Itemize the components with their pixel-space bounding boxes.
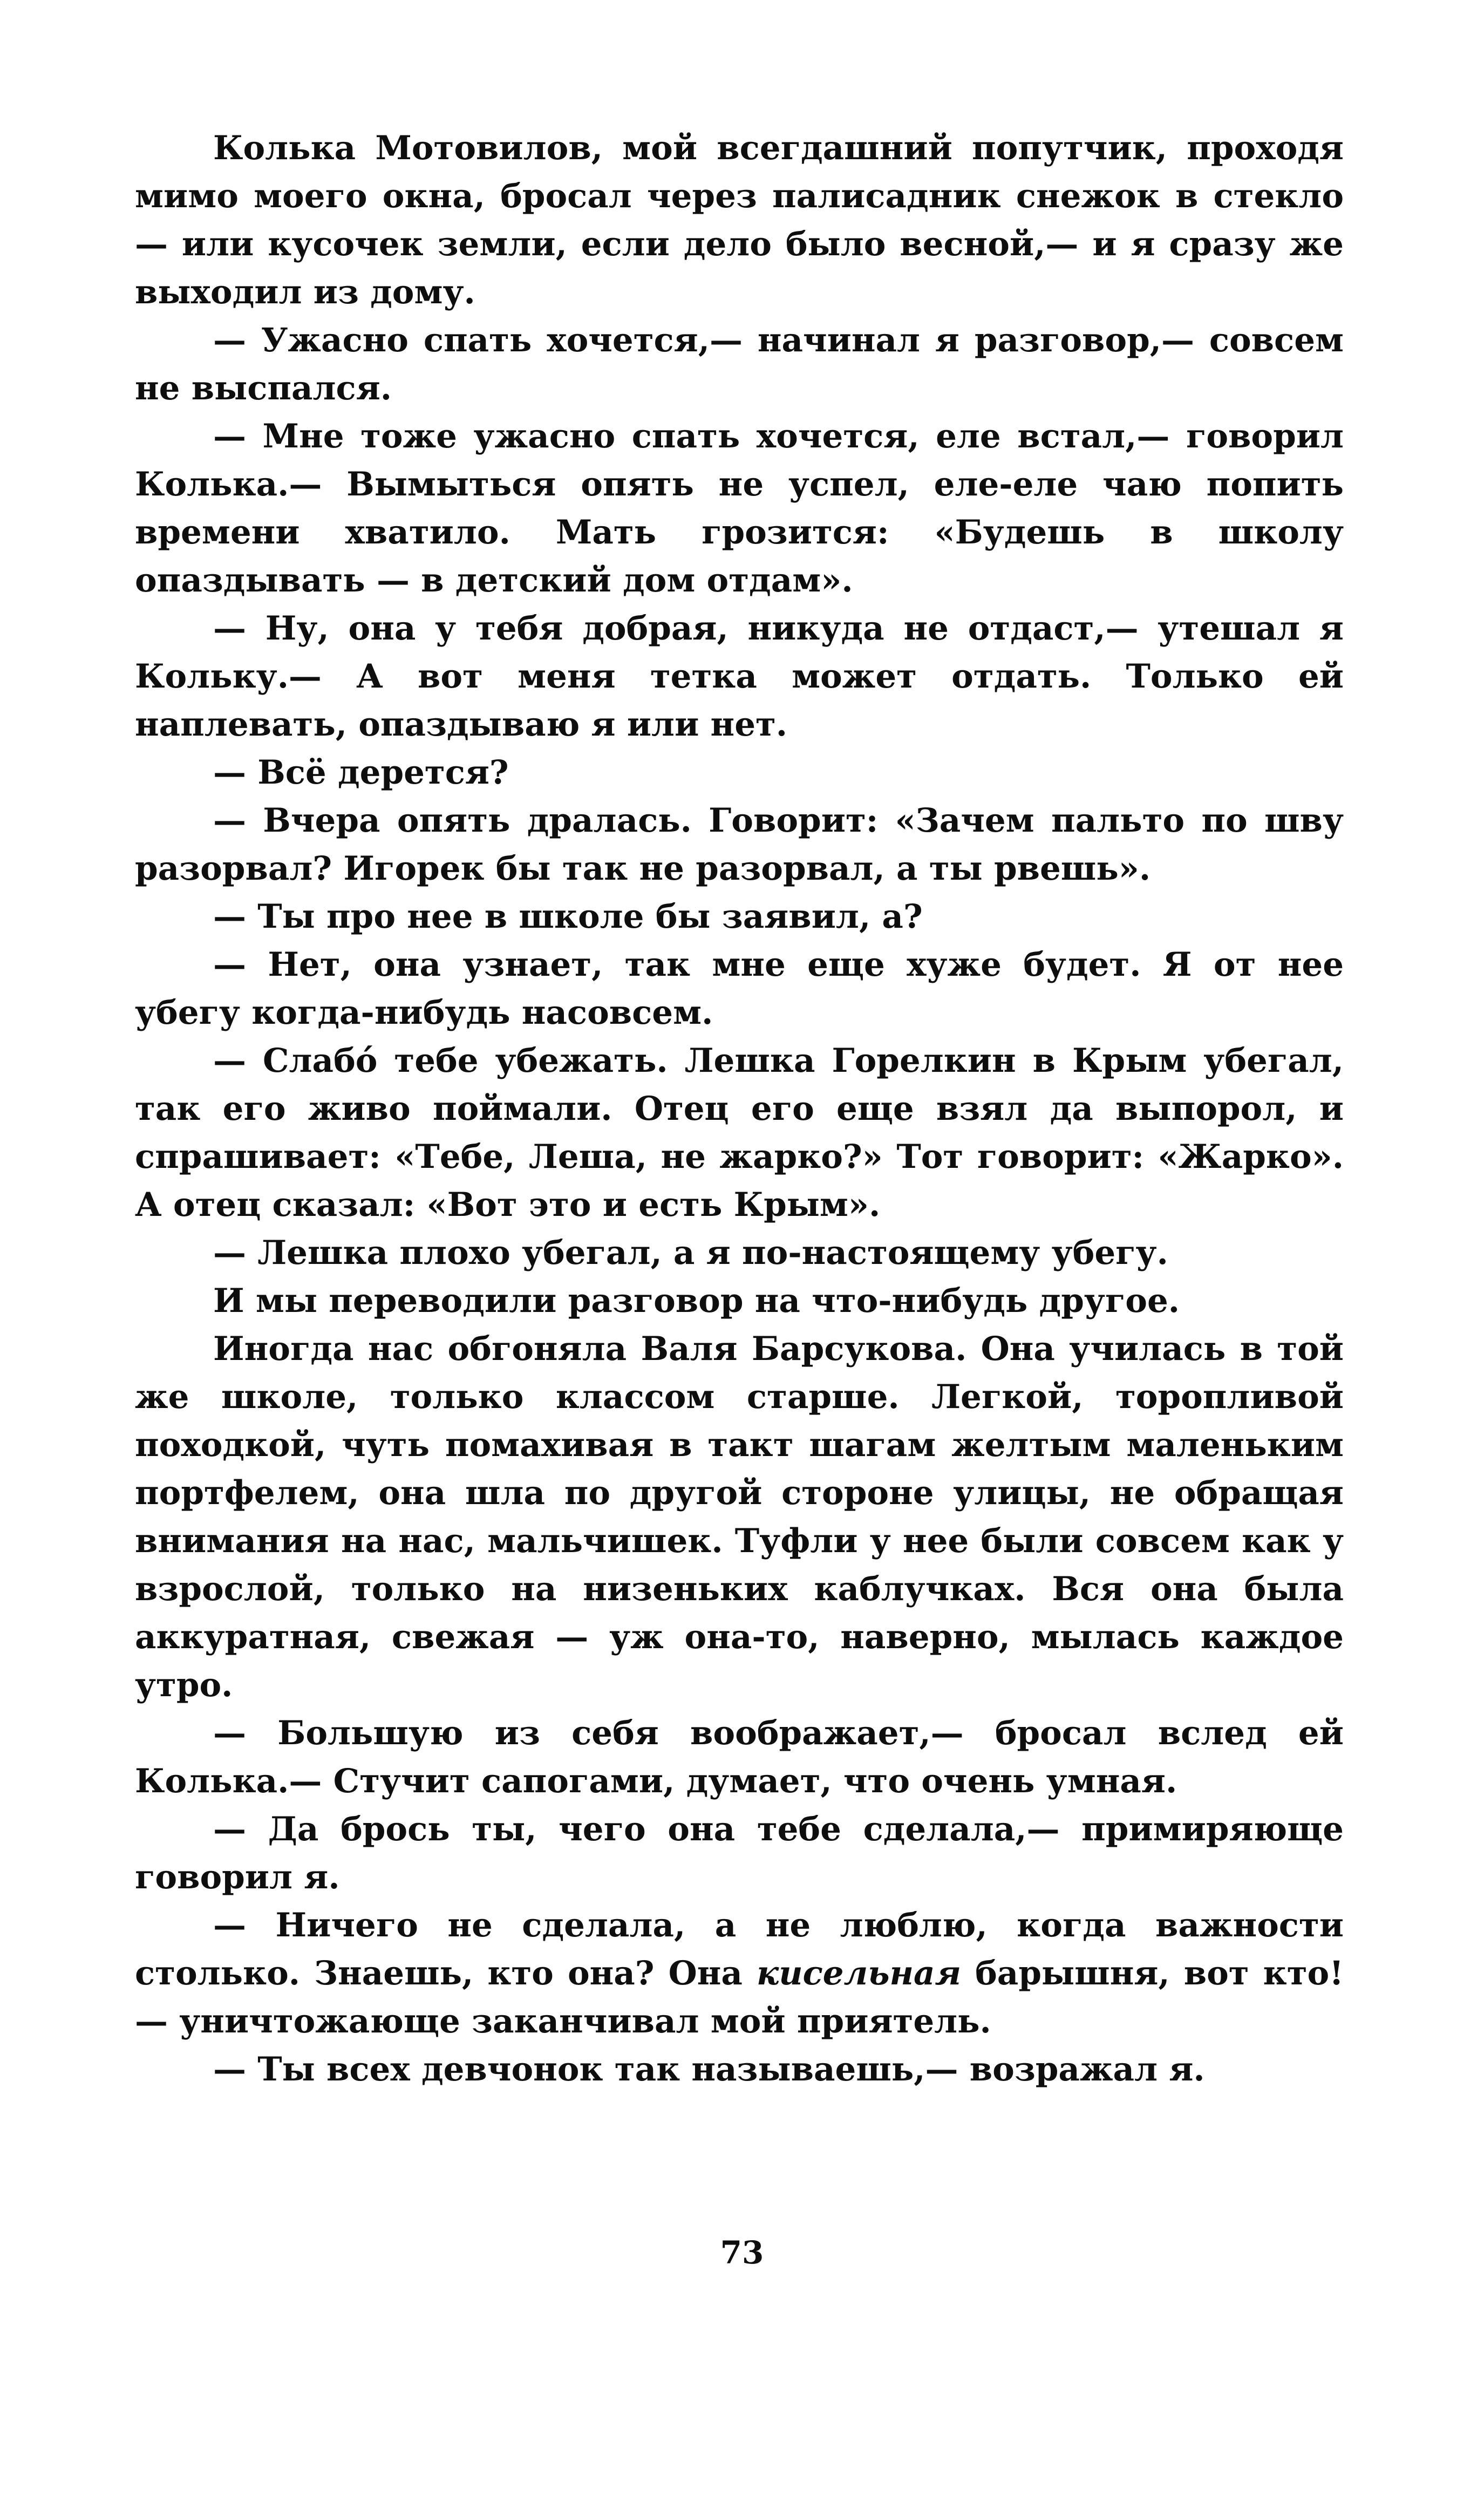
paragraph-11: И мы переводили разговор на что-нибудь другое. xyxy=(213,1282,1180,1320)
paragraph-14: — Да брось ты, чего она тебе сделала,— примиряюще говорил я. xyxy=(135,1810,1344,1896)
paragraph-6: — Вчера опять дралась. Говорит: «Зачем пальто по шву разорвал? Игорек бы так не разорвал, а ты рвешь». xyxy=(135,801,1344,888)
page-number: 73 xyxy=(720,2234,764,2271)
paragraph-8: — Нет, она узнает, так мне еще хуже будет. Я от нее убегу когда-нибудь насовсем. xyxy=(135,946,1344,1032)
paragraph-12: Иногда нас обгоняла Валя Барсукова. Она училась в той же школе, только классом старше. Легкой, торопливой походкой, чуть помахивая в такт шагам желтым маленьким портфелем, она шла по другой стороне улицы, не обращая внимания на нас, мальчишек. Туфли у нее были совсем как у взрослой, только на низеньких каблучках. Вся она была аккуратная, свежая — уж она-то, наверно, мылась каждое утро. xyxy=(135,1330,1344,1704)
paragraph-5: — Всё дерется? xyxy=(213,753,509,792)
paragraph-15-after: барышня, вот кто! — уничтожающе заканчивал мой приятель. xyxy=(135,1954,1344,2041)
paragraph-9: — Слабо́ тебе убежать. Лешка Горелкин в Крым убегал, так его живо поймали. Отец его еще взял да выпорол, и спрашивает: «Тебе, Леша, не жарко?» Тот говорит: «Жарко». А отец сказал: «Вот это и есть Крым». xyxy=(135,1042,1344,1224)
italic-word: кисельная xyxy=(757,1954,962,1992)
paragraph-13: — Большую из себя воображает,— бросал вслед ей Колька.— Стучит сапогами, думает, что очень умная. xyxy=(135,1714,1344,1800)
paragraph-1: Колька Мотовилов, мой всегдашний попутчик, проходя мимо моего окна, бросал через палисадник снежок в стекло — или кусочек земли, если дело было весной,— и я сразу же выходил из дому. xyxy=(135,129,1344,311)
paragraph-10: — Лешка плохо убегал, а я по-настоящему убегу. xyxy=(213,1234,1168,1272)
paragraph-3: — Мне тоже ужасно спать хочется, еле встал,— говорил Колька.— Вымыться опять не успел, еле-еле чаю попить времени хватило. Мать грозится: «Будешь в школу опаздывать — в детский дом отдам». xyxy=(135,417,1344,600)
paragraph-2: — Ужасно спать хочется,— начинал я разговор,— совсем не выспался. xyxy=(135,321,1344,407)
paragraph-15 xyxy=(135,1901,1344,2045)
paragraph-15-before: — Ничего не сделала, а не люблю, когда важности столько. Знаешь, кто она? Она xyxy=(135,1906,1344,1992)
paragraph-7: — Ты про нее в школе бы заявил, а? xyxy=(213,897,923,936)
book-page-text xyxy=(135,124,1344,2093)
paragraph-4: — Ну, она у тебя добрая, никуда не отдаст,— утешал я Кольку.— А вот меня тетка может отдать. Только ей наплевать, опаздываю я или нет. xyxy=(135,609,1344,744)
paragraph-16: — Ты всех девчонок так называешь,— возражал я. xyxy=(213,2050,1205,2089)
